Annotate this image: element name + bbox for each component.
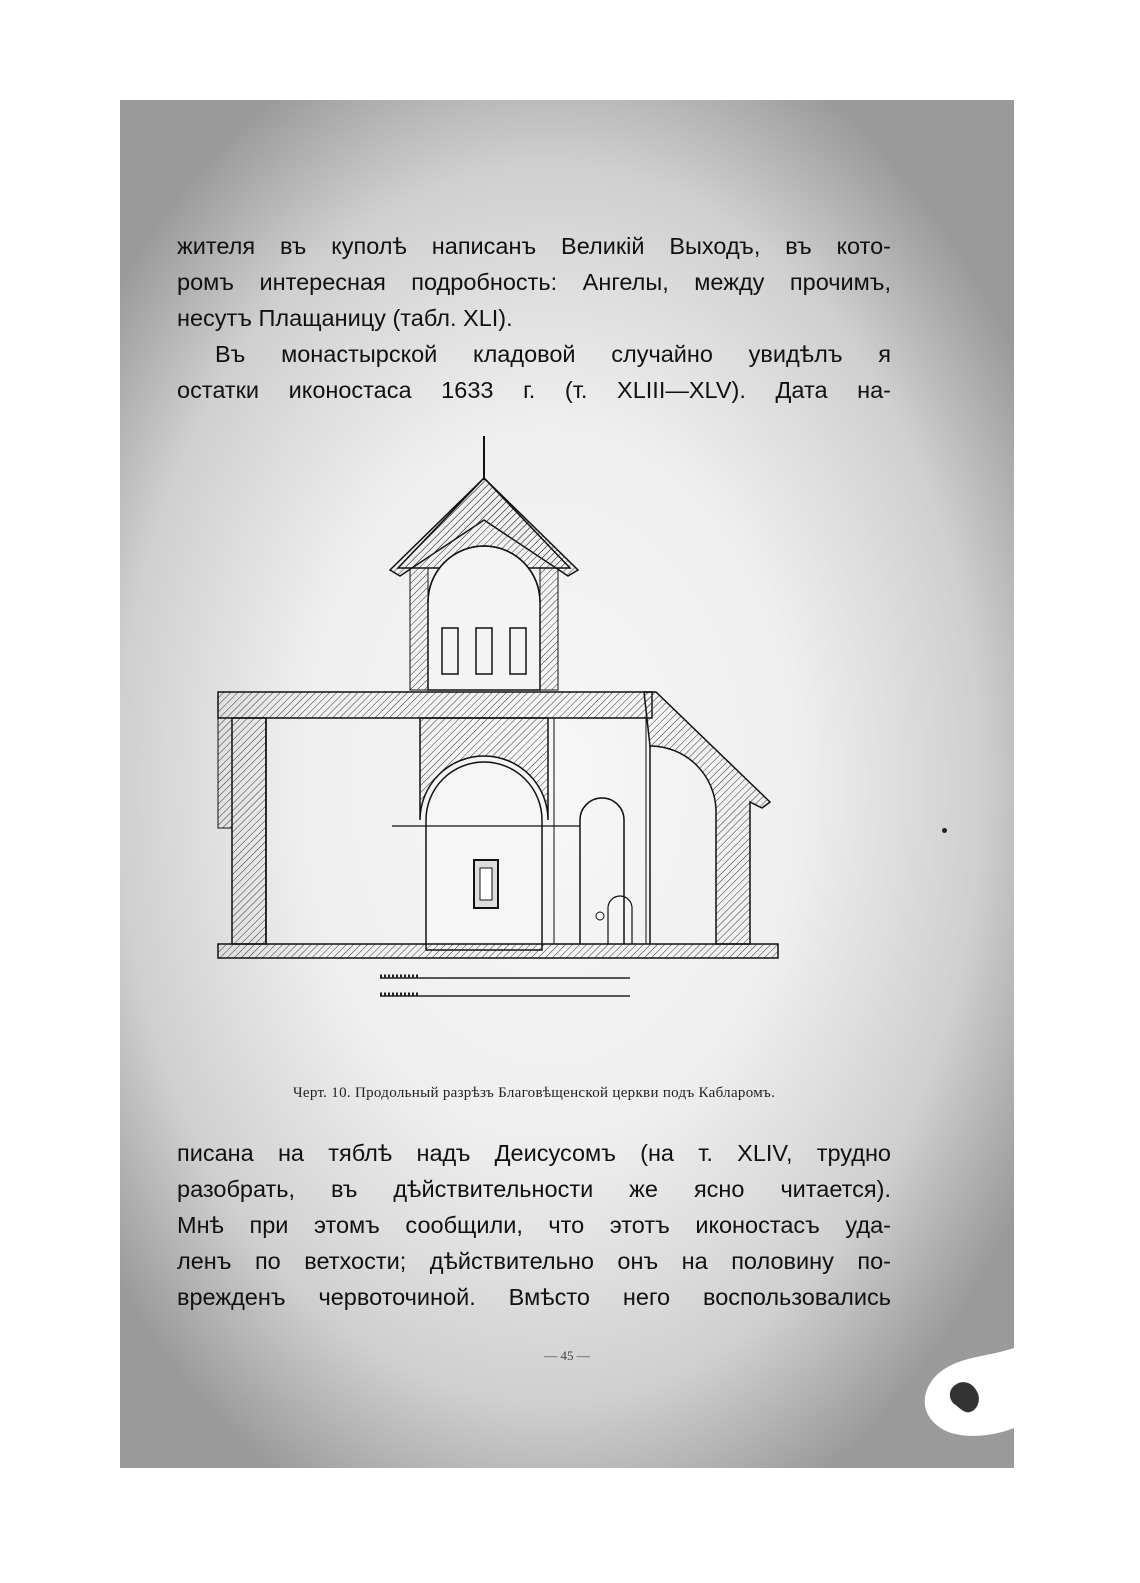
scanned-page <box>120 100 1014 1468</box>
text-line: ленъ по ветхости; дѣйствительно онъ на половину по- <box>177 1248 891 1274</box>
figure-caption: Черт. 10. Продольный разрѣзъ Благовѣщенской церкви подъ Кабларомъ. <box>292 1085 776 1101</box>
text-line: жителя въ куполѣ написанъ Великій Выходъ, въ кото- <box>177 233 891 259</box>
ink-speck <box>942 828 947 833</box>
text-line: врежденъ червоточиной. Вмѣсто него воспользовались <box>177 1284 891 1310</box>
text-line: ромъ интересная подробность: Ангелы, между прочимъ, <box>177 269 891 295</box>
text-line: остатки иконостаса 1633 г. (т. XLIII—XLV). Дата на- <box>177 377 891 403</box>
church-section-drawing <box>210 430 780 1080</box>
text-line: Въ монастырской кладовой случайно увидѣлъ я <box>215 341 891 367</box>
text-line: Мнѣ при этомъ сообщили, что этотъ иконостасъ уда- <box>177 1212 891 1238</box>
page-number: — 45 — <box>544 1348 590 1363</box>
paragraph-bottom <box>177 1135 891 1315</box>
text-line: разобрать, въ дѣйствительности же ясно читается). <box>177 1176 891 1202</box>
text-line: писана на тяблѣ надъ Деисусомъ (на т. XLIV, трудно <box>177 1140 891 1166</box>
text-line: несутъ Плащаницу (табл. XLI). <box>177 305 513 331</box>
paragraph-top <box>177 228 891 408</box>
page-damage-blot <box>914 1348 1014 1438</box>
